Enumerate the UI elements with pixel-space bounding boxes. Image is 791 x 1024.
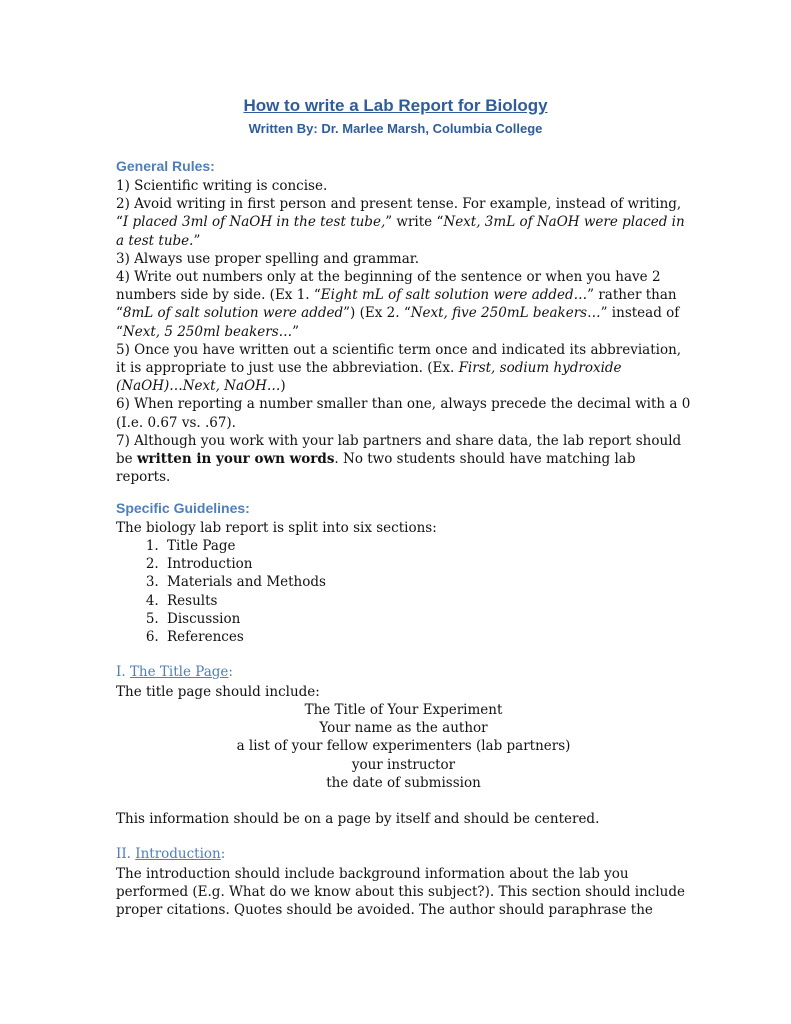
title-page-line: a list of your fellow experimenters (lab partners)	[236, 738, 571, 755]
title-page-note: This information should be on a page by itself and should be centered.	[116, 811, 600, 827]
introduction-heading: II. Introduction:	[116, 846, 226, 862]
list-item: 4. Results	[163, 592, 326, 610]
rule-4: 4) Write out numbers only at the beginning of the sentence or when you have 2 numbers side by side. (Ex 1. “Eight mL of salt solution were added…” rather than “8mL of salt solution were added”) (Ex 2. “Next, five 250mL beakers…” instead of “Next, 5 250ml beakers…”	[116, 269, 680, 340]
title-page-line: The Title of Your Experiment	[304, 702, 503, 718]
title-page-lead: The title page should include:	[116, 684, 320, 700]
rule-2: 2) Avoid writing in first person and present tense. For example, instead of writing, “I placed 3ml of NaOH in the test tube,” write “Next, 3mL of NaOH were placed in a test tube.”	[116, 196, 685, 249]
introduction-body: The introduction should include background information about the lab you performed (E.g. What do we know about this subject?). This section should include proper citations. Quotes should be avoided. The author should paraphrase the	[116, 866, 685, 919]
list-item: 5. Discussion	[163, 610, 326, 628]
specific-guidelines-intro: The biology lab report is split into six sections:	[116, 520, 437, 536]
list-item: 6. References	[163, 628, 326, 646]
sections-list	[116, 537, 326, 646]
list-item: 2. Introduction	[163, 555, 326, 573]
title-page-link[interactable]: The Title Page	[129, 664, 229, 680]
title-page-line: your instructor	[351, 756, 456, 773]
document-title: How to write a Lab Report for Biology	[243, 96, 548, 115]
list-item: 3. Materials and Methods	[163, 573, 326, 591]
document-subtitle: Written By: Dr. Marlee Marsh, Columbia College	[248, 121, 543, 136]
rule-7: 7) Although you work with your lab partners and share data, the lab report should be written in your own words. No two students should have matching lab reports.	[116, 432, 682, 486]
general-rules-heading: General Rules:	[116, 158, 215, 174]
general-rules-body	[116, 177, 691, 486]
rule-6: 6) When reporting a number smaller than one, always precede the decimal with a 0 (I.e. 0.67 vs. .67).	[116, 396, 691, 431]
specific-guidelines-heading: Specific Guidelines:	[116, 500, 250, 516]
introduction-link[interactable]: Introduction	[135, 846, 221, 862]
title-page-line: Your name as the author	[319, 720, 488, 737]
rule-3: 3) Always use proper spelling and grammar.	[116, 250, 420, 267]
title-page-line: the date of submission	[326, 774, 481, 791]
list-item: 1. Title Page	[163, 537, 326, 555]
rule-5: 5) Once you have written out a scientific term once and indicated its abbreviation, it is appropriate to just use the abbreviation. (Ex. First, sodium hydroxide (NaOH)…Next, NaOH…)	[116, 341, 682, 395]
title-page-heading: I. The Title Page:	[116, 664, 233, 680]
rule-1: 1) Scientific writing is concise.	[116, 178, 328, 194]
title-page-contents	[116, 701, 691, 792]
